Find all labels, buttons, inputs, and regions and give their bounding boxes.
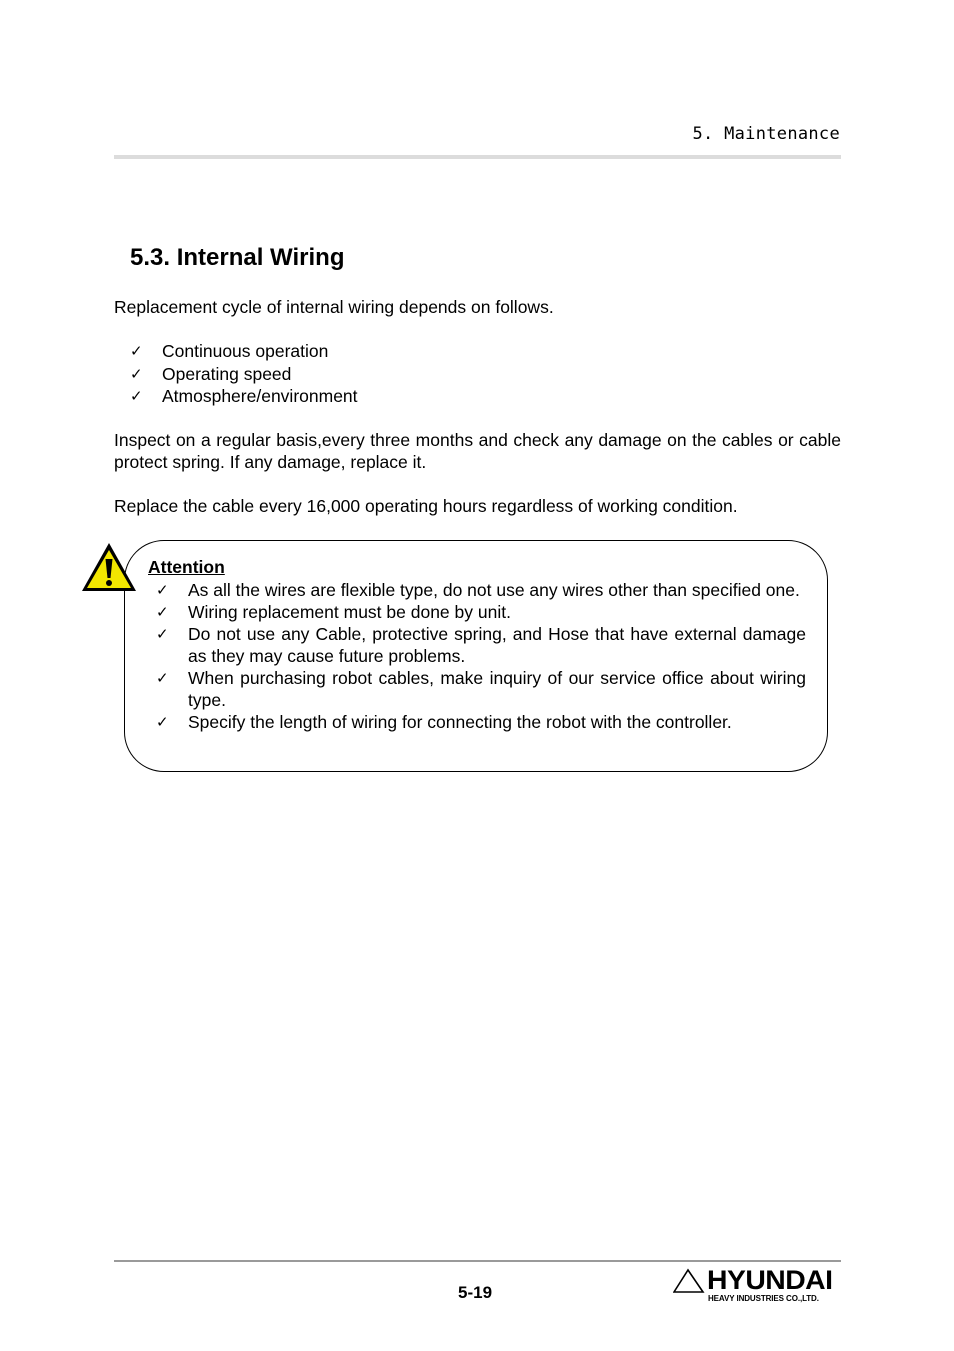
checkmark-icon: ✓: [130, 342, 143, 360]
checkmark-icon: ✓: [130, 387, 143, 405]
warning-icon: [80, 541, 138, 593]
factor-text: Atmosphere/environment: [162, 386, 358, 406]
page-number: 5-19: [458, 1283, 493, 1302]
logo-wordmark: HYUNDAI: [707, 1265, 833, 1295]
inspect-paragraph: Inspect on a regular basis,every three months and check any damage on the cables or cable protect spring. If any damage, replace it.: [114, 430, 841, 472]
list-item: [156, 667, 806, 711]
checkmark-icon: ✓: [130, 364, 143, 383]
list-item: [130, 363, 358, 386]
checkmark-icon: ✓: [156, 581, 169, 599]
checkmark-icon: ✓: [156, 603, 169, 621]
attention-list: [156, 579, 806, 733]
checkmark-icon: ✓: [156, 625, 169, 643]
attention-item: When purchasing robot cables, make inquiry of our service office about wiring type.: [188, 668, 806, 710]
list-item: [156, 711, 806, 733]
attention-item: As all the wires are flexible type, do not use any wires other than specified one.: [188, 580, 800, 600]
replace-paragraph: Replace the cable every 16,000 operating hours regardless of working condition.: [114, 496, 738, 516]
attention-item: Wiring replacement must be done by unit.: [188, 602, 511, 622]
factor-text: Continuous operation: [162, 341, 329, 361]
chapter-header: 5. Maintenance: [692, 124, 840, 144]
intro-paragraph: Replacement cycle of internal wiring depends on follows.: [114, 297, 554, 317]
list-item: [156, 623, 806, 667]
attention-item: Do not use any Cable, protective spring, and Hose that have external damage as they may cause future problems.: [188, 624, 806, 666]
list-item: [156, 601, 806, 623]
attention-item: Specify the length of wiring for connecting the robot with the controller.: [188, 712, 732, 732]
logo-subtitle: HEAVY INDUSTRIES CO.,LTD.: [708, 1294, 819, 1303]
list-item: [130, 385, 358, 408]
checkmark-icon: ✓: [156, 669, 169, 687]
footer-divider: [114, 1260, 841, 1262]
section-title: 5.3. Internal Wiring: [130, 244, 345, 271]
attention-title: Attention: [148, 557, 225, 577]
factor-list: [130, 340, 358, 408]
header-divider: [114, 155, 841, 159]
list-item: [156, 579, 806, 601]
checkmark-icon: ✓: [156, 713, 169, 731]
factor-text: Operating speed: [162, 363, 292, 384]
list-item: [130, 340, 358, 363]
